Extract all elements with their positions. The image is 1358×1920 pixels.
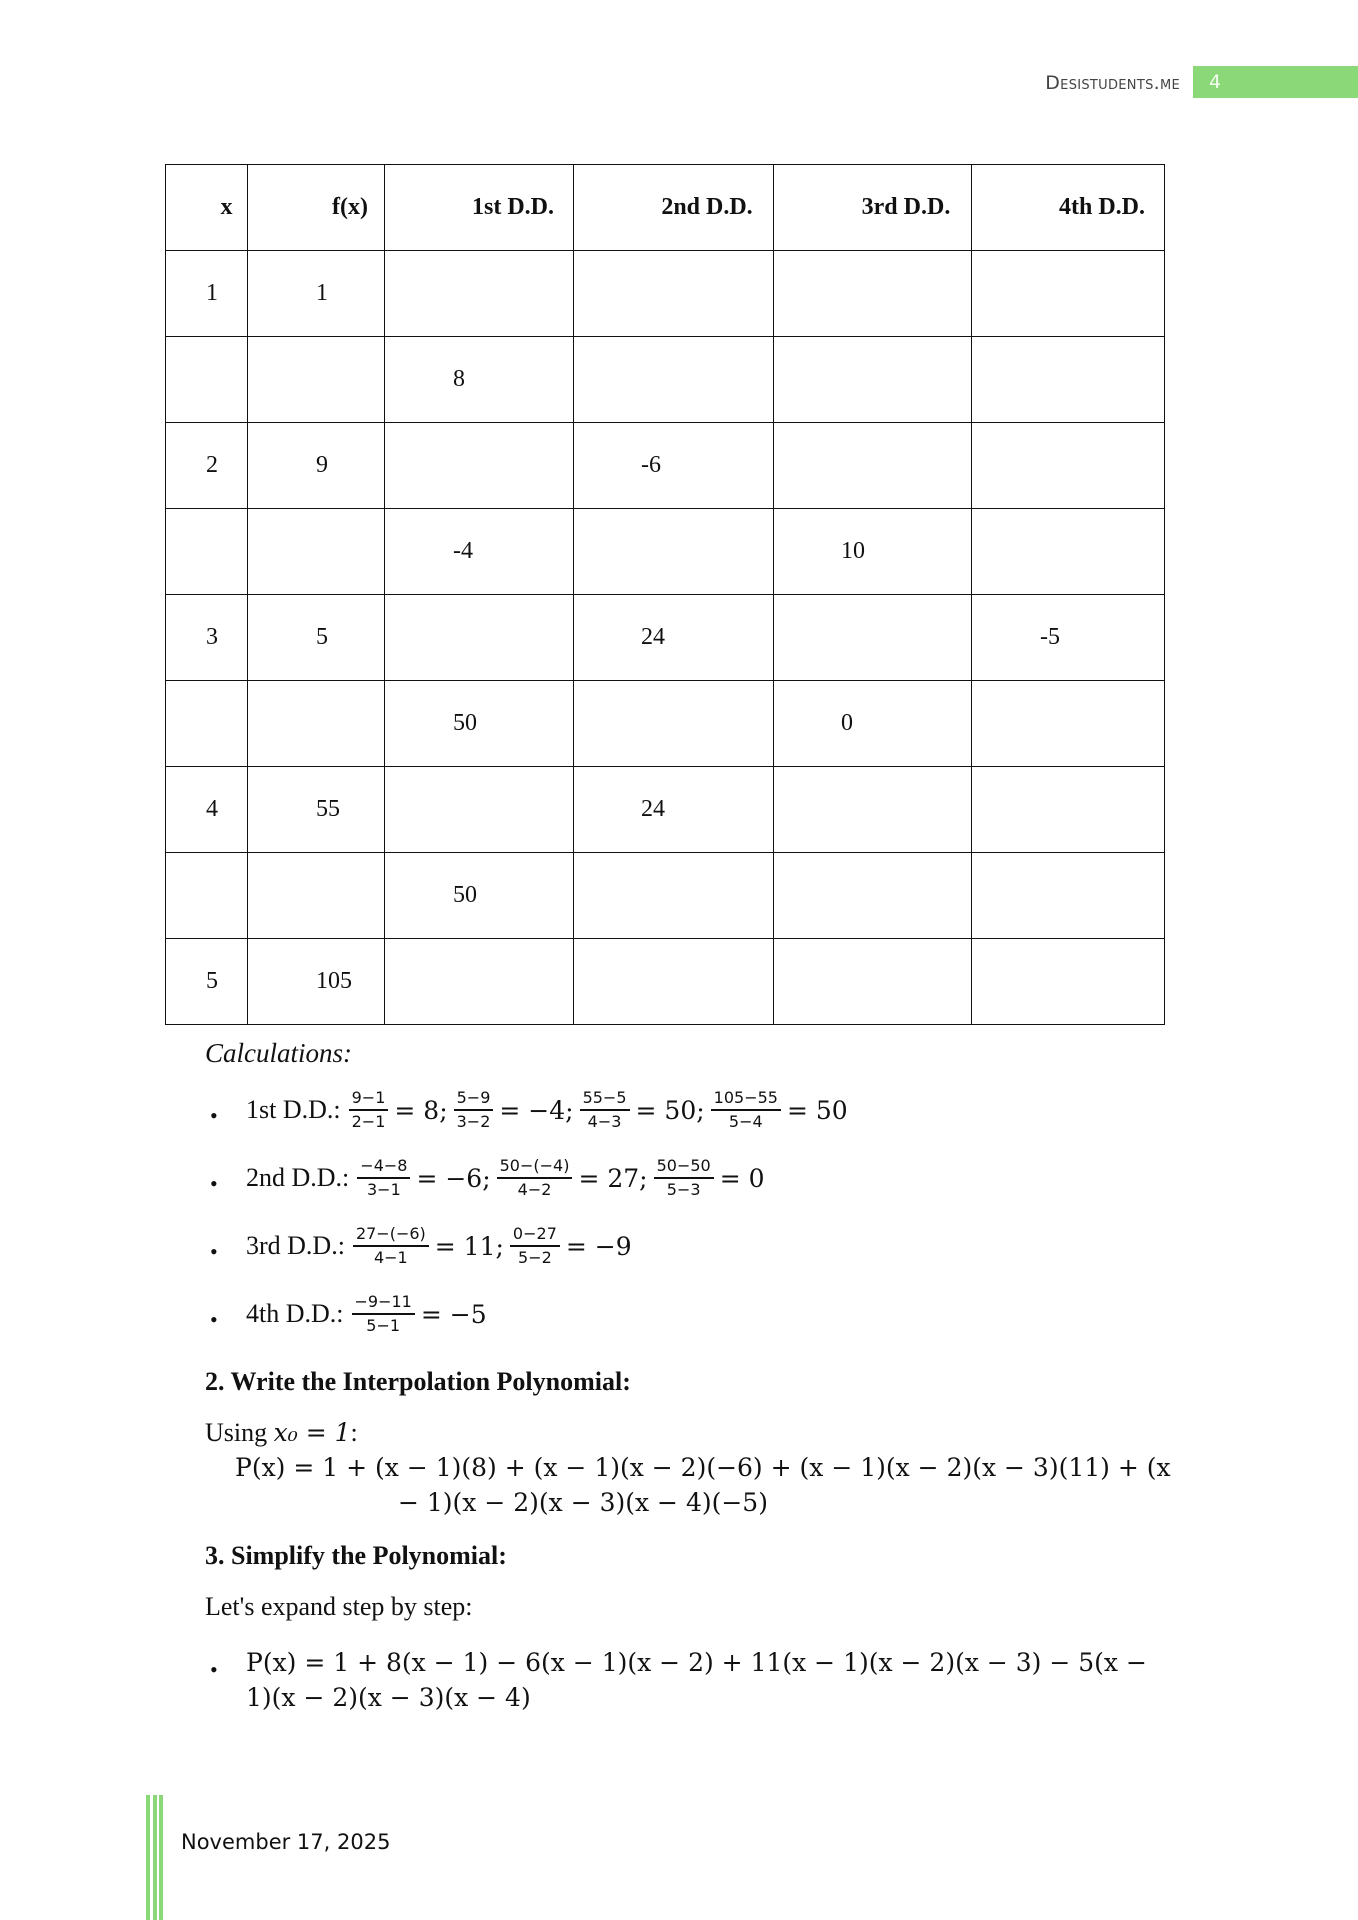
section-2-heading: 2. Write the Interpolation Polynomial: — [205, 1367, 631, 1396]
bullet-dot: • — [210, 1239, 218, 1264]
fraction-result: = −4; — [499, 1095, 574, 1125]
calc-line — [246, 1155, 767, 1201]
expand-intro: Let's expand step by step: — [205, 1592, 473, 1621]
table-row — [166, 251, 1165, 337]
bullet-dot: • — [210, 1307, 218, 1332]
cell-2nd-dd: 24 — [574, 767, 774, 853]
cell-2nd-dd — [574, 939, 774, 1025]
cell-4th-dd — [972, 767, 1165, 853]
cell-4th-dd — [972, 939, 1165, 1025]
fraction — [349, 1087, 389, 1133]
column-header-4th-dd: 4th D.D. — [972, 165, 1165, 251]
cell-2nd-dd — [574, 509, 774, 595]
fraction-denominator: 3−1 — [366, 1180, 401, 1199]
cell-1st-dd — [385, 595, 574, 681]
fraction-denominator: 5−3 — [666, 1180, 701, 1199]
interpolation-polynomial-line-1: P(x) = 1 + (x − 1)(8) + (x − 1)(x − 2)(−6) + (x − 1)(x − 2)(x − 3)(11) + (x — [235, 1453, 1171, 1482]
cell-2nd-dd — [574, 251, 774, 337]
cell-4th-dd — [972, 853, 1165, 939]
fraction-denominator: 2−1 — [351, 1112, 386, 1131]
cell-fx — [248, 853, 385, 939]
bullet-dot: • — [210, 1657, 218, 1682]
fraction-result: = 8; — [394, 1095, 448, 1125]
bullet-dot: • — [210, 1103, 218, 1128]
fraction-result: = 0 — [719, 1163, 765, 1193]
divided-difference-table — [165, 164, 1165, 1025]
fraction-denominator: 5−2 — [518, 1248, 552, 1267]
footer-accent-bars — [146, 1795, 162, 1920]
cell-4th-dd — [972, 509, 1165, 595]
cell-4th-dd — [972, 681, 1165, 767]
expanded-polynomial-line-1: P(x) = 1 + 8(x − 1) − 6(x − 1)(x − 2) + 11(x − 1)(x − 2)(x − 3) − 5(x − — [246, 1648, 1147, 1677]
cell-fx: 55 — [248, 767, 385, 853]
cell-1st-dd — [385, 767, 574, 853]
calculations-title: Calculations: — [205, 1038, 352, 1068]
cell-3rd-dd — [774, 251, 972, 337]
cell-x — [166, 509, 248, 595]
fraction-numerator: 55−5 — [580, 1087, 630, 1111]
cell-3rd-dd — [774, 939, 972, 1025]
cell-3rd-dd — [774, 595, 972, 681]
using-suffix: : — [350, 1418, 358, 1447]
cell-fx: 9 — [248, 423, 385, 509]
cell-1st-dd: 50 — [385, 853, 574, 939]
fraction-numerator: 105−55 — [711, 1087, 781, 1111]
section-3-heading: 3. Simplify the Polynomial: — [205, 1541, 507, 1570]
cell-fx — [248, 681, 385, 767]
fraction-numerator: 50−(−4) — [497, 1155, 573, 1179]
fraction-denominator: 5−1 — [366, 1316, 401, 1335]
cell-fx — [248, 509, 385, 595]
using-line — [205, 1418, 358, 1448]
calc-label: 1st D.D.: — [246, 1095, 341, 1124]
table-row — [166, 423, 1165, 509]
cell-x: 4 — [166, 767, 248, 853]
column-header-1st-dd: 1st D.D. — [385, 165, 574, 251]
cell-2nd-dd — [574, 853, 774, 939]
cell-1st-dd: 50 — [385, 681, 574, 767]
fraction-numerator: −4−8 — [357, 1155, 410, 1179]
cell-2nd-dd: 24 — [574, 595, 774, 681]
fraction-denominator: 5−4 — [728, 1112, 763, 1131]
header-site-name: Desistudents.me — [1045, 72, 1180, 94]
cell-2nd-dd — [574, 337, 774, 423]
bullet-dot: • — [210, 1171, 218, 1196]
fraction — [497, 1155, 573, 1201]
fraction-numerator: 0−27 — [510, 1223, 560, 1247]
cell-1st-dd: -4 — [385, 509, 574, 595]
cell-3rd-dd: 10 — [774, 509, 972, 595]
cell-3rd-dd — [774, 423, 972, 509]
cell-fx — [248, 337, 385, 423]
cell-1st-dd: 8 — [385, 337, 574, 423]
fraction-result: = −6; — [416, 1163, 491, 1193]
column-header-2nd-dd: 2nd D.D. — [574, 165, 774, 251]
cell-fx: 105 — [248, 939, 385, 1025]
page-number: 4 — [1209, 71, 1222, 93]
cell-4th-dd — [972, 423, 1165, 509]
fraction-result: = 50; — [635, 1095, 705, 1125]
fraction-result: = 11; — [434, 1231, 504, 1261]
cell-1st-dd — [385, 251, 574, 337]
calc-line — [246, 1291, 489, 1337]
cell-4th-dd — [972, 251, 1165, 337]
table-row — [166, 337, 1165, 423]
table-row — [166, 853, 1165, 939]
cell-3rd-dd: 0 — [774, 681, 972, 767]
cell-x — [166, 681, 248, 767]
cell-2nd-dd: -6 — [574, 423, 774, 509]
fraction-numerator: 50−50 — [654, 1155, 714, 1179]
cell-x: 3 — [166, 595, 248, 681]
table-row — [166, 595, 1165, 681]
fraction-denominator: 4−3 — [587, 1112, 622, 1131]
table-row — [166, 939, 1165, 1025]
calc-label: 3rd D.D.: — [246, 1231, 345, 1260]
calc-label: 4th D.D.: — [246, 1299, 344, 1328]
table-row — [166, 681, 1165, 767]
cell-3rd-dd — [774, 337, 972, 423]
fraction-denominator: 3−2 — [456, 1112, 491, 1131]
fraction — [357, 1155, 410, 1201]
cell-4th-dd: -5 — [972, 595, 1165, 681]
using-math: x₀ = 1 — [273, 1418, 351, 1447]
cell-fx: 1 — [248, 251, 385, 337]
table-row — [166, 509, 1165, 595]
fraction — [454, 1087, 494, 1133]
cell-1st-dd — [385, 939, 574, 1025]
fraction-numerator: −9−11 — [352, 1291, 415, 1315]
cell-fx: 5 — [248, 595, 385, 681]
column-header-3rd-dd: 3rd D.D. — [774, 165, 972, 251]
fraction-result: = 27; — [578, 1163, 648, 1193]
calc-label: 2nd D.D.: — [246, 1163, 350, 1192]
cell-4th-dd — [972, 337, 1165, 423]
fraction-numerator: 9−1 — [349, 1087, 389, 1111]
calc-line — [246, 1087, 850, 1133]
calc-line — [246, 1223, 634, 1269]
cell-2nd-dd — [574, 681, 774, 767]
fraction-numerator: 27−(−6) — [353, 1223, 429, 1247]
fraction-result: = −9 — [565, 1231, 632, 1261]
cell-3rd-dd — [774, 767, 972, 853]
cell-x: 1 — [166, 251, 248, 337]
fraction — [352, 1291, 415, 1337]
table-row — [166, 767, 1165, 853]
cell-1st-dd — [385, 423, 574, 509]
fraction-numerator: 5−9 — [454, 1087, 494, 1111]
fraction-result: = −5 — [420, 1299, 487, 1329]
cell-3rd-dd — [774, 853, 972, 939]
fraction-denominator: 4−1 — [373, 1248, 408, 1267]
cell-x: 5 — [166, 939, 248, 1025]
fraction-result: = 50 — [786, 1095, 848, 1125]
fraction — [711, 1087, 781, 1133]
header-page-band — [1193, 66, 1358, 98]
using-prefix: Using — [205, 1418, 274, 1447]
fraction — [654, 1155, 714, 1201]
cell-x — [166, 337, 248, 423]
cell-x: 2 — [166, 423, 248, 509]
table-header-row — [166, 165, 1165, 251]
fraction — [510, 1223, 560, 1269]
cell-x — [166, 853, 248, 939]
footer-date: November 17, 2025 — [181, 1830, 391, 1854]
fraction — [580, 1087, 630, 1133]
column-header-x: x — [166, 165, 248, 251]
fraction — [353, 1223, 429, 1269]
expanded-polynomial-line-2: 1)(x − 2)(x − 3)(x − 4) — [246, 1683, 531, 1712]
column-header-fx: f(x) — [248, 165, 385, 251]
fraction-denominator: 4−2 — [517, 1180, 552, 1199]
interpolation-polynomial-line-2: − 1)(x − 2)(x − 3)(x − 4)(−5) — [398, 1488, 768, 1517]
